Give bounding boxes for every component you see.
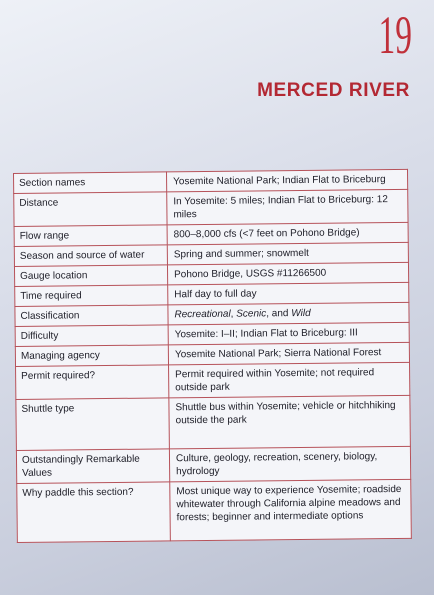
row-value: Half day to full day xyxy=(168,282,409,305)
row-value: 800–8,000 cfs (<7 feet on Pohono Bridge) xyxy=(167,222,408,245)
row-value: Permit required within Yosemite; not required outside park xyxy=(169,362,410,398)
row-label: Classification xyxy=(15,305,168,327)
table-row xyxy=(17,479,412,542)
row-value: Most unique way to experience Yosemite; roadside whitewater through California alpine meadows and forests; beginner and intermediate options xyxy=(170,479,412,541)
row-value xyxy=(168,302,409,325)
classification-separator: , xyxy=(230,308,237,320)
row-value: Shuttle bus within Yosemite; vehicle or hitchhiking outside the park xyxy=(169,395,411,449)
classification-wild: Wild xyxy=(291,307,311,320)
row-value: Yosemite National Park; Indian Flat to Briceburg xyxy=(166,169,407,192)
row-label: Season and source of water xyxy=(14,245,167,267)
table-row xyxy=(14,189,408,226)
row-value: Yosemite: I–II; Indian Flat to Briceburg: III xyxy=(168,322,409,345)
row-label: Distance xyxy=(14,192,167,227)
chapter-number: 19 xyxy=(378,5,412,65)
row-label: Outstandingly Remarkable Values xyxy=(16,449,169,484)
table-row xyxy=(16,362,410,399)
table-row xyxy=(16,395,411,450)
row-value: Spring and summer; snowmelt xyxy=(167,242,408,265)
table-row xyxy=(16,446,410,483)
classification-scenic: Scenic xyxy=(236,308,267,320)
classification-separator: , and xyxy=(266,308,292,320)
row-label: Gauge location xyxy=(14,265,167,287)
row-label: Why paddle this section? xyxy=(17,482,171,543)
row-label: Flow range xyxy=(14,225,167,247)
row-label: Time required xyxy=(15,285,168,307)
row-label: Difficulty xyxy=(15,325,168,347)
row-label: Managing agency xyxy=(15,345,168,367)
row-label: Section names xyxy=(14,172,167,194)
row-value: Culture, geology, recreation, scenery, biology, hydrology xyxy=(169,446,410,482)
row-label: Permit required? xyxy=(16,365,169,400)
row-label: Shuttle type xyxy=(16,398,170,451)
classification-recreational: Recreational xyxy=(174,308,231,321)
row-value: In Yosemite: 5 miles; Indian Flat to Briceburg: 12 miles xyxy=(167,189,408,225)
river-info-table xyxy=(13,169,412,543)
chapter-title: MERCED RIVER xyxy=(257,80,410,101)
row-value: Yosemite National Park; Sierra National Forest xyxy=(168,342,409,365)
row-value: Pohono Bridge, USGS #11266500 xyxy=(167,262,408,285)
